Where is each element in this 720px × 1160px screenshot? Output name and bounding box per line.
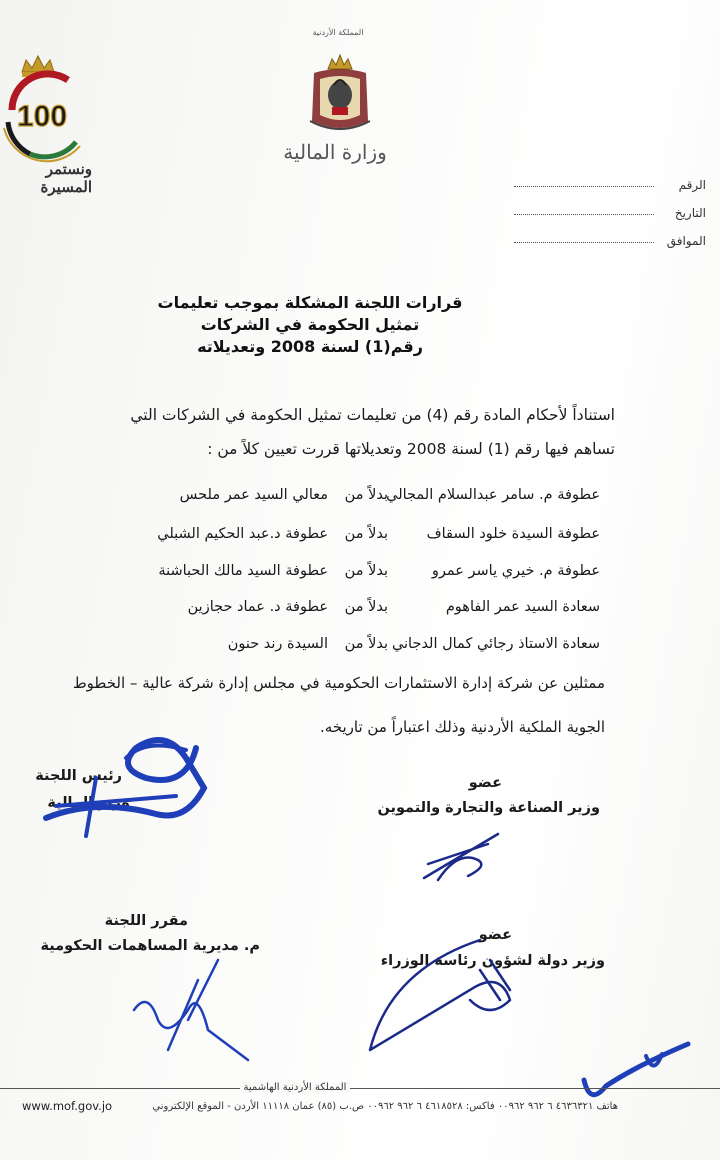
ref-number-label: الرقم: [678, 178, 706, 192]
ref-corresponding-line: [506, 234, 706, 250]
instead-of-label: بدلاً من: [344, 599, 388, 615]
document-title: [150, 292, 470, 358]
replaced-name: عطوفة السيد مالك الحباشنة: [158, 563, 328, 579]
closing-line: الجوية الملكية الأردنية وذلك اعتباراً من تاريخه.: [319, 718, 605, 736]
rapporteur-title: م. مديرية المساهمات الحكومية: [40, 938, 260, 954]
appointment-row: [100, 526, 600, 552]
member1-title: وزير الصناعة والتجارة والتموين: [377, 800, 600, 816]
member2-title: وزير دولة لشؤون رئاسة الوزراء: [380, 953, 605, 969]
appointment-row: [100, 563, 600, 589]
centennial-slogan: ونستمر المسيرة: [40, 160, 92, 196]
footer-kingdom: المملكة الأردنية الهاشمية: [240, 1082, 350, 1093]
appointee-name: عطوفة م. خيري ياسر عمرو: [431, 563, 600, 579]
replaced-name: عطوفة د. عماد حجازين: [187, 599, 328, 615]
footer-divider: [0, 1088, 720, 1089]
ref-date-label: التاريخ: [674, 206, 706, 220]
chair-signature-scribble: [36, 718, 216, 848]
appointment-row: [100, 636, 600, 662]
centennial-number: 100: [16, 100, 68, 133]
replaced-name: معالي السيد عمر ملحس: [179, 487, 328, 503]
ref-number-line: [506, 178, 706, 194]
appointment-row: [100, 599, 600, 625]
chair-role: رئيس اللجنة: [35, 768, 122, 784]
footer-website: www.mof.gov.jo: [22, 1099, 113, 1113]
rapporteur-role: مقرر اللجنة: [104, 913, 188, 929]
chair-title: وزير المالية: [47, 795, 130, 811]
instead-of-label: بدلاً من: [344, 487, 388, 503]
appointee-name: عطوفة السيدة خلود السقاف: [426, 526, 600, 542]
ref-corresponding-label: الموافق: [666, 234, 706, 248]
dotted-line: [514, 186, 654, 187]
appointee-name: سعادة السيد عمر الفاهوم: [445, 599, 600, 615]
instead-of-label: بدلاً من: [344, 526, 388, 542]
crest-caption: المملكة الأردنية: [312, 28, 364, 37]
instead-of-label: بدلاً من: [344, 636, 388, 652]
instead-of-label: بدلاً من: [344, 563, 388, 579]
ref-date-line: [506, 206, 706, 222]
appointee-name: سعادة الاستاذ رجائي كمال الدجاني: [391, 636, 600, 652]
title-line: رقم(1) لسنة 2008 وتعديلاته: [197, 337, 423, 356]
member2-signature-scribble: [360, 930, 540, 1060]
ministry-name: وزارة المالية: [283, 140, 387, 164]
replaced-name: السيدة رند حنون: [227, 636, 328, 652]
intro-line: تساهم فيها رقم (1) لسنة 2008 وتعديلاتها قررت تعيين كلاً من :: [207, 440, 615, 458]
member1-signature-scribble: [418, 820, 508, 890]
appointee-name: عطوفة م. سامر عبدالسلام المجالي: [386, 487, 600, 503]
replaced-name: عطوفة د.عبد الحكيم الشبلي: [157, 526, 328, 542]
closing-line: ممثلين عن شركة إدارة الاستثمارات الحكومية في مجلس إدارة شركة عالية – الخطوط: [72, 674, 605, 692]
member1-role: عضو: [468, 775, 502, 791]
title-line: قرارات اللجنة المشكلة بموجب تعليمات: [157, 293, 463, 312]
intro-line: استناداً لأحكام المادة رقم (4) من تعليمات تمثيل الحكومة في الشركات التي: [130, 406, 615, 424]
rapporteur-signature-scribble: [128, 950, 258, 1070]
member2-role: عضو: [478, 927, 512, 943]
title-line: تمثيل الحكومة في الشركات: [200, 315, 420, 334]
footer-contact: هاتف ٤٦٣٦٣٢١ ٦ ٩٦٢ ٠٠٩٦٢ فاكس: ٤٦١٨٥٢٨ ٦ ٩٦٢ ٠٠٩٦٢ ص.ب (٨٥) عمان ١١١١٨ الأردن - الموقع الإلكتروني: [152, 1101, 618, 1112]
dotted-line: [514, 214, 654, 215]
dotted-line: [514, 242, 654, 243]
appointment-row: [100, 487, 600, 513]
